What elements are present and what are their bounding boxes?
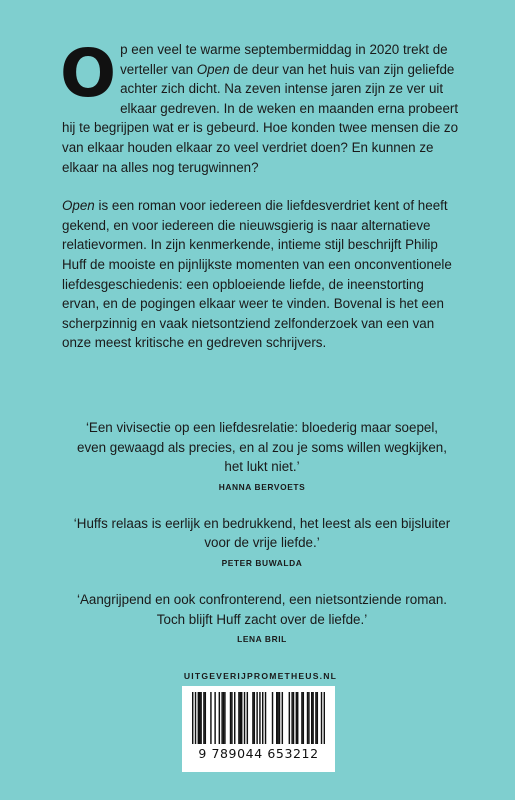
barcode-bar	[277, 692, 278, 744]
barcode-bars-icon	[192, 692, 325, 744]
barcode-bar	[214, 692, 215, 744]
blurb-p1-after: de deur van het huis van zijn geliefde achter zich dicht. Na zeven intense jaren zijn ze ver uit elkaar gedreven. In de weken en maanden erna probeert hij te begrijpen wat er is gebeurd. Hoe konden twee mensen die zo van elkaar houden elkaar zo veel verdriet doen? En kunnen ze elkaar na alles nog terugwinnen?	[62, 61, 459, 175]
barcode-bar	[205, 692, 206, 744]
book-title: Open	[62, 198, 95, 214]
quote-text	[62, 418, 462, 477]
barcode-bar	[240, 692, 241, 744]
isbn-number: 9 789044 653212	[198, 746, 319, 761]
barcode-bar	[265, 692, 266, 744]
barcode-bar	[241, 692, 242, 744]
barcode-bar	[262, 692, 263, 744]
barcode-bar	[297, 692, 298, 744]
barcode-bar	[324, 692, 325, 744]
barcode-bar	[308, 692, 309, 744]
barcode-bar	[279, 692, 280, 744]
quote	[62, 590, 462, 644]
blurb-paragraph-2	[62, 196, 462, 353]
barcode-bar	[312, 692, 313, 744]
barcode-bar	[210, 692, 211, 744]
drop-cap: O	[60, 35, 117, 112]
barcode-bar	[276, 692, 277, 744]
quote-author: PETER BUWALDA	[221, 557, 303, 568]
blurb-p1-before: p een veel te warme septembermiddag in 2020 trekt de verteller van	[120, 42, 448, 77]
barcode-bar	[296, 692, 297, 744]
barcode-bar	[282, 692, 283, 744]
quote-line: voor de vrije liefde.’	[204, 535, 320, 551]
barcode-bar	[192, 692, 193, 744]
barcode-bar	[199, 692, 200, 744]
barcode-bar	[231, 692, 232, 744]
barcode-bar	[315, 692, 316, 744]
barcode-bar	[230, 692, 231, 744]
quote-line: even gewaagd als precies, en al zou je soms willen wegkijken,	[77, 439, 447, 455]
barcode-bar	[311, 692, 312, 744]
book-title: Open	[196, 61, 230, 77]
quote-line: ‘Een vivisectie op een liefdesrelatie: bloederig maar soepel,	[85, 420, 439, 435]
barcode-bar	[272, 692, 273, 744]
barcode-bar	[291, 692, 292, 744]
quote-text	[62, 514, 462, 553]
quote-line: ‘Aangrijpend en ook confronterend, een nietsontziende roman.	[77, 591, 447, 607]
barcode	[182, 686, 335, 772]
barcode-bar	[234, 692, 235, 744]
blurb-paragraph-1	[60, 35, 462, 177]
quote-author: HANNA BERVOETS	[218, 481, 306, 492]
quote	[62, 418, 462, 492]
barcode-bar	[223, 692, 224, 744]
quote-line: Toch blijft Huff zacht over de liefde.’	[156, 611, 368, 627]
publisher-url: UITGEVERIJPROMETHEUS.NL	[183, 671, 338, 681]
barcode-bar	[238, 692, 239, 744]
quote-line: het lukt niet.’	[224, 459, 300, 475]
barcode-bar	[224, 692, 225, 744]
blurb	[60, 35, 462, 353]
barcode-bar	[307, 692, 308, 744]
barcode-bar	[259, 692, 260, 744]
barcode-bar	[317, 692, 318, 744]
barcode-bar	[244, 692, 245, 744]
barcode-bar	[256, 692, 257, 744]
barcode-bar	[321, 692, 322, 744]
quote-line: ‘Huffs relaas is eerlijk en bedrukkend, het leest als een bijsluiter	[73, 515, 451, 531]
barcode-bar	[221, 692, 222, 744]
blurb-p2-after: is een roman voor iedereen die liefdesverdriet kent of heeft gekend, en voor iedereen die nieuwsgierig is naar alternatieve relatievormen. In zijn kenmerkende, intieme stijl beschrijft Philip Huff de mooiste en pijnlijkste momenten van een onconventionele liefdesgeschiedenis: een opbloeiende liefde, de ineenstorting ervan, en de pogingen elkaar weer te vinden. Bovenal is het een scherpzinnig en vaak nietsontziend zelfonderzoek van een van onze meest kritische en gedreven schrijvers.	[62, 198, 452, 351]
barcode-bar	[247, 692, 248, 744]
quote	[62, 514, 462, 568]
quote-author: LENA BRIL	[237, 634, 287, 645]
barcode-bar	[200, 692, 201, 744]
barcode-bar	[203, 692, 204, 744]
barcode-bar	[303, 692, 304, 744]
barcode-bar	[198, 692, 199, 744]
barcode-bar	[289, 692, 290, 744]
barcode-bar	[293, 692, 294, 744]
barcode-bar	[254, 692, 255, 744]
barcode-bar	[252, 692, 253, 744]
barcode-bar	[195, 692, 196, 744]
barcode-bar	[219, 692, 220, 744]
quote-text	[62, 590, 462, 629]
barcode-bar	[301, 692, 302, 744]
review-quotes	[62, 418, 462, 664]
